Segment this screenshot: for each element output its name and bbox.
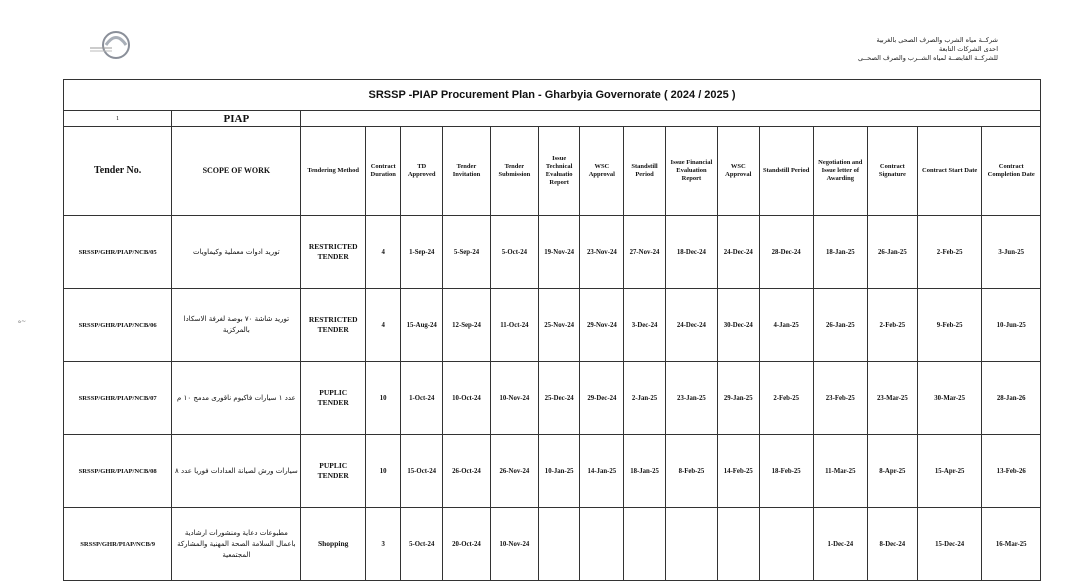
margin-mark: ه~ <box>18 318 27 325</box>
table-cell: 18-Jan-25 <box>624 435 666 508</box>
table-cell: 5-Oct-24 <box>401 508 443 581</box>
table-cell: 23-Mar-25 <box>867 362 917 435</box>
table-cell: 2-Feb-25 <box>759 362 813 435</box>
contract-duration: 3 <box>365 508 400 581</box>
section-label: PIAP <box>172 111 301 127</box>
tendering-method: PUPLIC TENDER <box>301 435 366 508</box>
contract-duration: 4 <box>365 289 400 362</box>
table-cell: 2-Feb-25 <box>867 289 917 362</box>
table-cell: 13-Feb-26 <box>982 435 1041 508</box>
table-cell: 5-Sep-24 <box>443 216 491 289</box>
table-cell: 14-Jan-25 <box>580 435 624 508</box>
table-cell: 10-Jan-25 <box>538 435 580 508</box>
table-cell: 20-Oct-24 <box>443 508 491 581</box>
table-cell: 30-Mar-25 <box>917 362 982 435</box>
section-index: 1 <box>64 111 172 127</box>
table-row <box>64 435 1041 508</box>
column-header: Tender No. <box>64 127 172 216</box>
table-row <box>64 216 1041 289</box>
contract-duration: 4 <box>365 216 400 289</box>
table-title: SRSSP -PIAP Procurement Plan - Gharbyia Governorate ( 2024 / 2025 ) <box>64 80 1041 111</box>
table-cell: 26-Jan-25 <box>813 289 867 362</box>
table-cell: 1-Oct-24 <box>401 362 443 435</box>
section-spacer <box>301 111 1041 127</box>
table-cell: 26-Jan-25 <box>867 216 917 289</box>
table-cell: 23-Jan-25 <box>665 362 717 435</box>
column-header: WSC Approval <box>717 127 759 216</box>
column-header: Issue Technical Evaluatio Report <box>538 127 580 216</box>
tender-number: SRSSP/GHR/PIAP/NCB/08 <box>64 435 172 508</box>
contract-duration: 10 <box>365 435 400 508</box>
org-line: للشركــة القابضــة لمياه الشــرب والصرف الصحــى <box>858 54 998 62</box>
column-header: Tendering Method <box>301 127 366 216</box>
table-cell: 4-Jan-25 <box>759 289 813 362</box>
table-cell: 1-Dec-24 <box>813 508 867 581</box>
table-cell <box>580 508 624 581</box>
table-row <box>64 362 1041 435</box>
tender-number: SRSSP/GHR/PIAP/NCB/05 <box>64 216 172 289</box>
table-cell: 18-Jan-25 <box>813 216 867 289</box>
tender-number: SRSSP/GHR/PIAP/NCB/06 <box>64 289 172 362</box>
table-cell: 25-Dec-24 <box>538 362 580 435</box>
scope-of-work: عدد ١ سيارات فاكيوم ناقورى مدمج ١٠ م <box>172 362 301 435</box>
tendering-method: PUPLIC TENDER <box>301 362 366 435</box>
column-header: SCOPE OF WORK <box>172 127 301 216</box>
table-cell: 23-Nov-24 <box>580 216 624 289</box>
table-cell: 19-Nov-24 <box>538 216 580 289</box>
table-cell: 29-Dec-24 <box>580 362 624 435</box>
table-cell: 12-Sep-24 <box>443 289 491 362</box>
table-cell: 10-Nov-24 <box>490 362 538 435</box>
column-header: Contract Start Date <box>917 127 982 216</box>
column-header: Issue Financial Evaluation Report <box>665 127 717 216</box>
table-cell: 24-Dec-24 <box>665 289 717 362</box>
contract-duration: 10 <box>365 362 400 435</box>
column-header: Contract Duration <box>365 127 400 216</box>
table-cell: 18-Feb-25 <box>759 435 813 508</box>
table-cell: 2-Feb-25 <box>917 216 982 289</box>
column-header: Tender Invitation <box>443 127 491 216</box>
table-cell: 29-Jan-25 <box>717 362 759 435</box>
table-cell: 2-Jan-25 <box>624 362 666 435</box>
table-cell: 14-Feb-25 <box>717 435 759 508</box>
table-cell: 15-Apr-25 <box>917 435 982 508</box>
header-row <box>64 127 1041 216</box>
table-cell: 25-Nov-24 <box>538 289 580 362</box>
table-cell: 10-Oct-24 <box>443 362 491 435</box>
tendering-method: Shopping <box>301 508 366 581</box>
table-cell <box>759 508 813 581</box>
table-cell: 18-Dec-24 <box>665 216 717 289</box>
column-header: Contract Signature <box>867 127 917 216</box>
table-cell: 10-Nov-24 <box>490 508 538 581</box>
tendering-method: RESTRICTED TENDER <box>301 216 366 289</box>
table-cell: 15-Aug-24 <box>401 289 443 362</box>
tendering-method: RESTRICTED TENDER <box>301 289 366 362</box>
org-line: احدى الشركات التابعة <box>939 45 998 53</box>
column-header: WSC Approval <box>580 127 624 216</box>
table-cell <box>624 508 666 581</box>
table-cell: 30-Dec-24 <box>717 289 759 362</box>
table-cell: 15-Dec-24 <box>917 508 982 581</box>
column-header: Standstill Period <box>624 127 666 216</box>
scope-of-work: مطبوعات دعاية ومنشورات ارشادية باعمال السلامة الصحة المهنية والمشاركة المجتمعية <box>172 508 301 581</box>
scope-of-work: توريد ادوات معملية وكيماويات <box>172 216 301 289</box>
column-header: Tender Submission <box>490 127 538 216</box>
table-cell: 8-Dec-24 <box>867 508 917 581</box>
table-cell: 3-Dec-24 <box>624 289 666 362</box>
tender-number: SRSSP/GHR/PIAP/NCB/07 <box>64 362 172 435</box>
table-cell <box>665 508 717 581</box>
table-cell: 9-Feb-25 <box>917 289 982 362</box>
table-cell: 23-Feb-25 <box>813 362 867 435</box>
table-row <box>64 508 1041 581</box>
tender-number: SRSSP/GHR/PIAP/NCB/9 <box>64 508 172 581</box>
scope-of-work: توريد شاشة ٧٠ بوصة لغرفة الاسكادا بالمركزية <box>172 289 301 362</box>
table-cell: 11-Oct-24 <box>490 289 538 362</box>
procurement-plan-table <box>63 79 1041 581</box>
table-cell: 27-Nov-24 <box>624 216 666 289</box>
table-cell: 3-Jun-25 <box>982 216 1041 289</box>
table-cell: 28-Jan-26 <box>982 362 1041 435</box>
table-cell: 1-Sep-24 <box>401 216 443 289</box>
table-cell: 8-Feb-25 <box>665 435 717 508</box>
table-cell: 26-Oct-24 <box>443 435 491 508</box>
table-cell: 28-Dec-24 <box>759 216 813 289</box>
org-line: شركــة مياه الشرب والصرف الصحى بالغربية <box>876 36 998 44</box>
table-cell: 11-Mar-25 <box>813 435 867 508</box>
table-cell <box>717 508 759 581</box>
table-cell: 16-Mar-25 <box>982 508 1041 581</box>
table-cell: 5-Oct-24 <box>490 216 538 289</box>
company-logo <box>86 28 138 62</box>
table-cell: 15-Oct-24 <box>401 435 443 508</box>
table-cell: 24-Dec-24 <box>717 216 759 289</box>
organization-header <box>858 36 998 63</box>
table-cell: 29-Nov-24 <box>580 289 624 362</box>
table-cell: 10-Jun-25 <box>982 289 1041 362</box>
column-header: Negotiation and Issue letter of Awarding <box>813 127 867 216</box>
column-header: Contract Completion Date <box>982 127 1041 216</box>
table-cell <box>538 508 580 581</box>
table-cell: 26-Nov-24 <box>490 435 538 508</box>
table-cell: 8-Apr-25 <box>867 435 917 508</box>
table-row <box>64 289 1041 362</box>
scope-of-work: سيارات ورش لصيانة العدادات فوريا عدد ٨ <box>172 435 301 508</box>
column-header: Standstill Period <box>759 127 813 216</box>
column-header: TD Approved <box>401 127 443 216</box>
